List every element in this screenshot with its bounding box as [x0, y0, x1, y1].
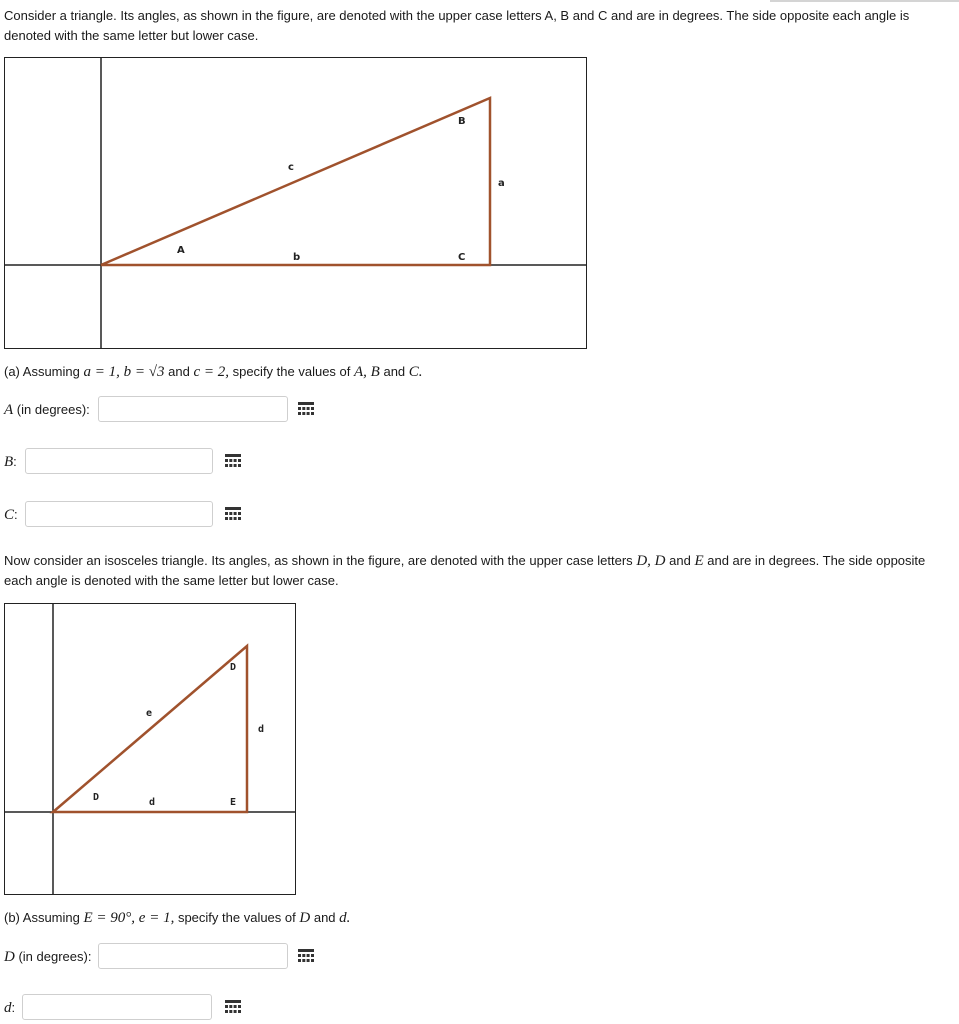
matrix-button-d[interactable]	[295, 945, 317, 967]
answer-input-d[interactable]	[98, 943, 288, 969]
part-b-prompt-var2: d.	[339, 910, 351, 926]
side-label-c: c	[288, 162, 294, 173]
field-unit-a: (in degrees):	[16, 401, 90, 417]
matrix-grid-icon	[298, 402, 314, 416]
angle-label-c: C	[458, 252, 466, 263]
part-b-prompt-and: and	[313, 910, 336, 925]
part-b-prompt-suffix: specify the values of	[177, 910, 296, 925]
matrix-button-c[interactable]	[222, 503, 244, 525]
triangle-figure-2	[4, 603, 296, 895]
field-label-b	[4, 454, 17, 471]
matrix-grid-icon	[225, 454, 241, 468]
part-b-prompt-math: E = 90°, e = 1,	[83, 910, 175, 926]
answer-row-b	[4, 447, 17, 477]
triangle-figure-1	[4, 57, 587, 349]
part-b-prompt-prefix: (b) Assuming	[4, 910, 80, 925]
answer-row-d-lower	[4, 993, 15, 1023]
part-b-prompt	[4, 908, 954, 928]
field-unit-d-lower: :	[11, 999, 16, 1015]
field-unit-b: :	[13, 453, 17, 469]
field-var-c: C	[4, 506, 15, 523]
answer-row-c	[4, 500, 18, 530]
matrix-grid-icon	[298, 949, 314, 963]
side-label-e: e	[146, 708, 153, 719]
intro2-var-last: E	[694, 553, 704, 569]
answer-row-d	[4, 942, 91, 972]
angle-label-d-left: D	[93, 792, 100, 803]
field-unit-c: :	[14, 506, 18, 522]
answer-input-c[interactable]	[25, 501, 213, 527]
intro-text-1: Consider a triangle. Its angles, as shown in the figure, are denoted with the upper case letters A, B and C and are in degrees. The side opposite each angle is denoted with the same letter but lower case.	[4, 8, 910, 43]
part-a-prompt-var-last: C.	[408, 364, 423, 380]
field-var-b: B	[4, 453, 14, 470]
field-label-a	[4, 402, 90, 419]
angle-label-d-top: D	[230, 662, 237, 673]
answer-input-a[interactable]	[98, 396, 288, 422]
part-a-prompt-math2: c = 2,	[193, 364, 229, 380]
part-b-prompt-var1: D	[299, 910, 311, 926]
intro2-text-after: and are in degrees. The side opposite each angle is denoted with the same letter but lower case.	[4, 553, 926, 588]
side-label-b: b	[293, 252, 301, 263]
answer-input-b[interactable]	[25, 448, 213, 474]
part-a-prompt	[4, 362, 954, 382]
answer-input-d-lower[interactable]	[22, 994, 212, 1020]
field-var-d-lower: d	[4, 999, 12, 1016]
field-var-a: A	[4, 401, 14, 418]
side-label-d-right: d	[258, 724, 265, 735]
intro2-and: and	[669, 553, 691, 568]
part-a-prompt-and: and	[383, 364, 406, 379]
field-label-d-lower	[4, 1000, 15, 1017]
side-label-a: a	[498, 178, 505, 189]
matrix-grid-icon	[225, 507, 241, 521]
intro-paragraph-2	[4, 551, 934, 591]
angle-label-b: B	[458, 116, 466, 127]
matrix-grid-icon	[225, 1000, 241, 1014]
side-label-d-bottom: d	[149, 797, 156, 808]
angle-label-e: E	[230, 797, 237, 808]
top-divider	[770, 0, 959, 2]
part-a-prompt-math: a = 1, b = √3	[83, 364, 165, 380]
part-a-prompt-suffix: specify the values of	[232, 364, 351, 379]
field-unit-d: (in degrees):	[18, 948, 92, 964]
intro2-vars: D, D	[636, 553, 666, 569]
matrix-button-a[interactable]	[295, 398, 317, 420]
answer-row-a	[4, 395, 90, 425]
intro2-text-before: Now consider an isosceles triangle. Its angles, as shown in the figure, are denoted with the upper case letters	[4, 553, 633, 568]
field-label-d	[4, 949, 91, 966]
intro-paragraph-1	[4, 6, 954, 46]
part-a-prompt-mid: and	[168, 364, 190, 379]
matrix-button-d-lower[interactable]	[222, 996, 244, 1018]
field-var-d: D	[4, 948, 15, 965]
part-a-prompt-vars: A, B	[354, 364, 380, 380]
angle-label-a: A	[177, 245, 185, 256]
part-a-prompt-prefix: (a) Assuming	[4, 364, 80, 379]
field-label-c	[4, 507, 18, 524]
matrix-button-b[interactable]	[222, 450, 244, 472]
